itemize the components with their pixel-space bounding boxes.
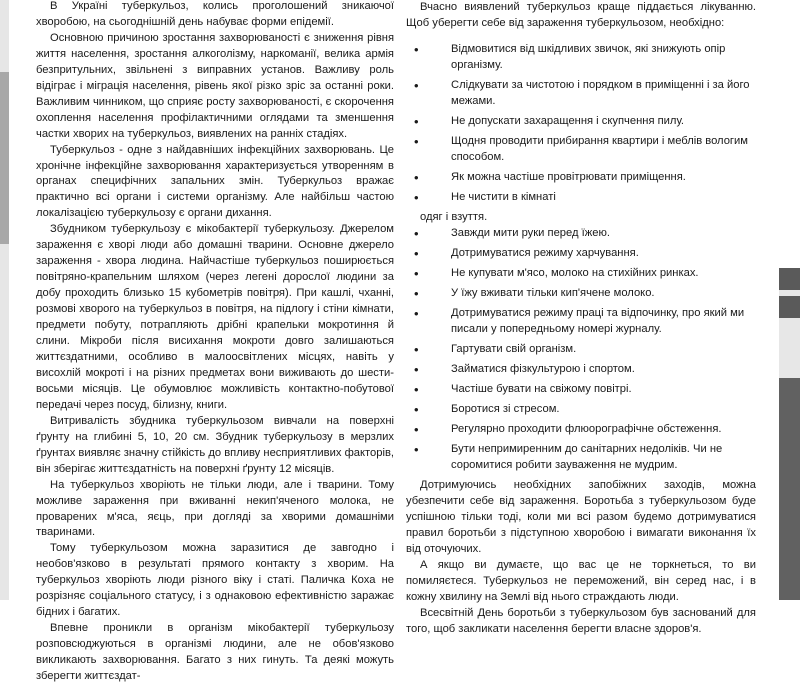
- list-item: • Дотримуватися режиму праці та відпочинку, про який ми писали у попередньому номері журналу.: [406, 306, 756, 338]
- list-item: • Не купувати м'ясо, молоко на стихійних ринках.: [406, 266, 756, 282]
- recommendations-list-b: [406, 226, 756, 474]
- list-item: • Боротися зі стресом.: [406, 402, 756, 418]
- list-item: • Регулярно проходити флюорографічне обстеження.: [406, 422, 756, 438]
- right-margin-bar-3: [779, 378, 800, 600]
- list-item: • Завжди мити руки перед їжею.: [406, 226, 756, 242]
- article-paragraph: Основною причиною зростання захворюваності є зниження рівня життя населення, зростання алкоголізму, наркоманії, велика армія безпритульних, звільнені з виправних установ. Важливу роль відіграє і міграція населення, рівень якої різко зріс за останні роки. Важливим чинником, що сприяє росту захворюваності, є скорочення охоплення населення профілактичними оглядами та зменшення частки хворих на туберкульоз, виявлених на ранніх стадіях.: [36, 31, 394, 140]
- closing-paragraph: Дотримуючись необхідних запобіжних заходів, можна убезпечити себе від зараження. Боротьба з туберкульозом буде успішною тільки тоді, коли ми всі разом будемо дотримуватися правил боротьби з підступною хворобою і вимагати виконання їх від оточуючих.: [406, 479, 756, 556]
- list-item: • У їжу вживати тільки кип'ячене молоко.: [406, 286, 756, 302]
- right-margin-bars: [779, 268, 800, 600]
- closing-paragraph: А якщо ви думаєте, що вас це не торкнеться, то ви помиляєтеся. Туберкульоз не переможений, він серед нас, і в кожну хвилину на Землі від нього страждають люди.: [406, 559, 756, 604]
- article-paragraph: В Україні туберкульоз, колись проголошений зникаючої хворобою, на сьогоднішній день набуває форми епідемії.: [36, 0, 394, 28]
- article-paragraph: Тому туберкульозом можна заразитися де завгодно і необов'язково в результаті прямого контакту з хворим. На туберкульоз хворіють люди різного віку і статі. Паличка Коха не розрізняє соціального статусу, і з однаковою ефективністю заражає бідних і багатих.: [36, 542, 394, 619]
- closing-paragraph: Всесвітній День боротьби з туберкульозом був заснований для того, щоб закликати населення берегти власне здоров'я.: [406, 607, 756, 635]
- article-paragraph: На туберкульоз хворіють не тільки люди, але і тварини. Тому можливе зараження при вживанні некип'яченого молока, не проварених м'яса, яєць, при догляді за хворими домашніми тваринами.: [36, 478, 394, 539]
- article-paragraph: Збудником туберкульозу є мікобактерії туберкульозу. Джерелом зараження є хворі люди або домашні тварини. Основне джерело зараження - хвора людина. Найчастіше туберкульоз поширюється повітряно-крапельним шляхом (через легені дорослої людини за добу проходить близько 15 кубометрів повітря). При кашлі, чханні, розмові хворого на туберкульоз в повітря, на підлогу і стіни кімнати, предмети побуту, потрапляють дрібні крапельки мокротиння й слини. Мікроби після висихання мокроти довго залишаються життєздатними, особливо в малоосвітлених місцях, навіть у висохлій мокроті і на різних предметах вони виживають до шести-восьми місяців. Це обумовлює можливість контактно-побутової передачі через посуд, білизну, книги.: [36, 223, 394, 411]
- right-margin-bar-2: [779, 296, 800, 318]
- article-paragraph: Туберкульоз - одне з найдавніших інфекційних захворювань. Це хронічне інфекційне захворювання характеризується утворенням в органах специфічних запальних змін. Туберкульоз вражає практично всі органи і системи організму. Але найбільш частою локалізацією туберкульозу є органи дихання.: [36, 143, 394, 220]
- list-item: • Щодня проводити прибирання квартири і меблів вологим способом.: [406, 134, 756, 166]
- recommendations-list-a: [406, 42, 756, 206]
- article-paragraph: Витривалість збудника туберкульозом вивчали на поверхні ґрунту на глибині 5, 10, 20 см. Збудник туберкульозу в мерзлих ґрунтах виявляє значну стійкість до впливу несприятливих факторів, він зберігає життєздатність на поверхні ґрунту 12 місяців.: [36, 414, 394, 475]
- left-margin-accent: [0, 72, 9, 244]
- list-item: • Частіше бувати на свіжому повітрі.: [406, 382, 756, 398]
- left-text-column: [36, 0, 394, 685]
- right-text-column: [406, 0, 756, 638]
- list-item: • Бути непримиренним до санітарних недоліків. Чи не соромитися робити зауваження не мудрим.: [406, 442, 756, 474]
- list-item: • Займатися фізкультурою і спортом.: [406, 362, 756, 378]
- list-item: • Як можна частіше провітрювати приміщення.: [406, 170, 756, 186]
- right-margin-bar-1: [779, 268, 800, 290]
- list-item: • Гартувати свій організм.: [406, 342, 756, 358]
- list-item: • Відмовитися від шкідливих звичок, які знижують опір організму.: [406, 42, 756, 74]
- list-item: • Не чистити в кімнаті: [406, 190, 756, 206]
- left-margin-bar: [0, 0, 9, 600]
- list-item-continuation: одяг і взуття.: [420, 211, 488, 224]
- list-item: • Слідкувати за чистотою і порядком в приміщенні і за його межами.: [406, 78, 756, 110]
- article-paragraph: Впевне проникли в організм мікобактерії туберкульозу розповсюджуються в організмі людини, але не обов'язково викликають захворювання. Багато з них гинуть. Та деякі можуть зберегти життєздат-: [36, 622, 394, 683]
- list-item: • Не допускати захаращення і скупчення пилу.: [406, 114, 756, 130]
- recommendations-intro: Вчасно виявлений туберкульоз краще піддається лікуванню. Щоб уберегти себе від зараження туберкульозом, необхідно:: [406, 1, 756, 29]
- list-item: • Дотримуватися режиму харчування.: [406, 246, 756, 262]
